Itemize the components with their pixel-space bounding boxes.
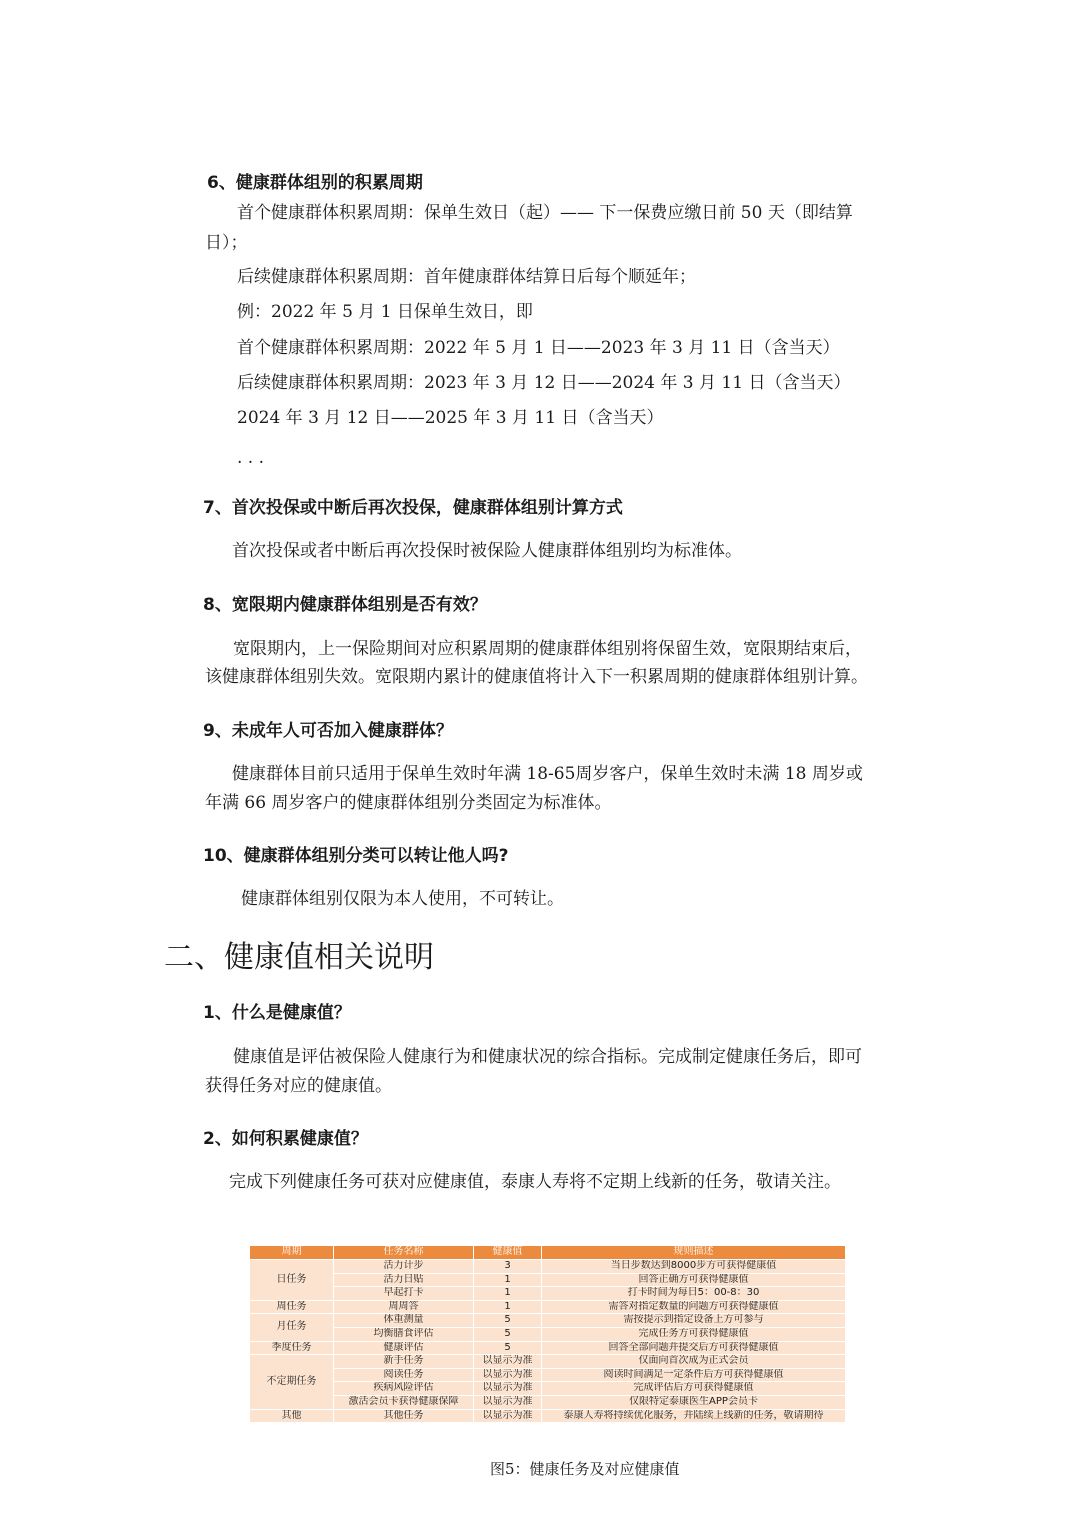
rule-cell: 打卡时间为每日5：00-8：30: [542, 1287, 846, 1301]
table-row: [250, 1409, 846, 1423]
section-6-heading: 6、健康群体组别的积累周期: [207, 173, 423, 193]
table-row: [250, 1382, 846, 1396]
period-cell: 周任务: [250, 1300, 334, 1314]
health-value-cell: 以显示为准: [474, 1355, 542, 1369]
task-name-cell: 体重测量: [334, 1314, 474, 1328]
section-6-line: 首个健康群体积累周期：保单生效日（起）—— 下一保费应缴日前 50 天（即结算: [237, 203, 853, 223]
table-body: [250, 1260, 846, 1423]
table-row: [250, 1395, 846, 1409]
health-value-cell: 1: [474, 1273, 542, 1287]
table-row: [250, 1314, 846, 1328]
section-6-line: 日）；: [205, 233, 248, 253]
health-value-cell: 5: [474, 1327, 542, 1341]
section-7-line: 首次投保或者中断后再次投保时被保险人健康群体组别均为标准体。: [232, 541, 742, 561]
header-period: 周期: [250, 1246, 334, 1260]
task-name-cell: 早起打卡: [334, 1287, 474, 1301]
rule-cell: 当日步数达到8000步方可获得健康值: [542, 1260, 846, 1274]
section-9-heading: 9、未成年人可否加入健康群体？: [203, 721, 453, 741]
table-header-row: [250, 1246, 846, 1260]
chapter-2-section-2-heading: 2、如何积累健康值？: [203, 1129, 368, 1149]
table-row: [250, 1355, 846, 1369]
rule-cell: 回答正确方可获得健康值: [542, 1273, 846, 1287]
health-value-cell: 1: [474, 1287, 542, 1301]
section-8-line: 宽限期内，上一保险期间对应积累周期的健康群体组别将保留生效，宽限期结束后，: [233, 639, 862, 659]
period-cell: 季度任务: [250, 1341, 334, 1355]
rule-cell: 需按提示到指定设备上方可参与: [542, 1314, 846, 1328]
health-value-cell: 以显示为准: [474, 1368, 542, 1382]
header-task-name: 任务名称: [334, 1246, 474, 1260]
section-6-line: 首个健康群体积累周期：2022 年 5 月 1 日——2023 年 3 月 11 日（含当天）: [237, 338, 840, 358]
task-name-cell: 均衡膳食评估: [334, 1327, 474, 1341]
health-value-cell: 1: [474, 1300, 542, 1314]
task-name-cell: 疾病风险评估: [334, 1382, 474, 1396]
health-task-table: [249, 1245, 846, 1423]
section-6-ellipsis: . . .: [237, 448, 265, 468]
table-row: [250, 1273, 846, 1287]
header-health-value: 健康值: [474, 1246, 542, 1260]
section-7-heading: 7、首次投保或中断后再次投保，健康群体组别计算方式: [203, 498, 623, 518]
section-8-heading: 8、宽限期内健康群体组别是否有效？: [203, 595, 487, 615]
section-9-line: 年满 66 周岁客户的健康群体组别分类固定为标准体。: [205, 793, 612, 813]
task-name-cell: 活力日贴: [334, 1273, 474, 1287]
figure-caption: 图5：健康任务及对应健康值: [490, 1460, 680, 1478]
health-value-cell: 以显示为准: [474, 1382, 542, 1396]
rule-cell: 回答全部问题并提交后方可获得健康值: [542, 1341, 846, 1355]
section-6-line: 后续健康群体积累周期：首年健康群体结算日后每个顺延年；: [237, 267, 696, 287]
health-value-cell: 以显示为准: [474, 1395, 542, 1409]
chapter-2-title: 二、健康值相关说明: [164, 940, 434, 975]
chapter-2-section-1-line: 获得任务对应的健康值。: [205, 1076, 392, 1096]
health-value-cell: 以显示为准: [474, 1409, 542, 1423]
table-row: [250, 1327, 846, 1341]
rule-cell: 需答对指定数量的问题方可获得健康值: [542, 1300, 846, 1314]
period-cell: 其他: [250, 1409, 334, 1423]
section-10-line: 健康群体组别仅限为本人使用，不可转让。: [241, 889, 564, 909]
rule-cell: 仅面向首次成为正式会员: [542, 1355, 846, 1369]
task-name-cell: 阅读任务: [334, 1368, 474, 1382]
table-row: [250, 1300, 846, 1314]
period-cell: 不定期任务: [250, 1355, 334, 1409]
task-name-cell: 活力计步: [334, 1260, 474, 1274]
chapter-2-section-1-heading: 1、什么是健康值？: [203, 1003, 351, 1023]
task-name-cell: 健康评估: [334, 1341, 474, 1355]
task-name-cell: 新手任务: [334, 1355, 474, 1369]
section-9-line: 健康群体目前只适用于保单生效时年满 18-65周岁客户，保单生效时未满 18 周岁或: [232, 764, 863, 784]
table-row: [250, 1341, 846, 1355]
table-row: [250, 1287, 846, 1301]
section-6-line: 2024 年 3 月 12 日——2025 年 3 月 11 日（含当天）: [237, 408, 664, 428]
header-rule: 规则描述: [542, 1246, 846, 1260]
health-value-cell: 3: [474, 1260, 542, 1274]
table-row: [250, 1260, 846, 1274]
chapter-2-section-2-line: 完成下列健康任务可获对应健康值，泰康人寿将不定期上线新的任务，敬请关注。: [229, 1172, 841, 1192]
task-name-cell: 激活会员卡获得健康保障: [334, 1395, 474, 1409]
task-name-cell: 周周答: [334, 1300, 474, 1314]
table-row: [250, 1368, 846, 1382]
health-value-cell: 5: [474, 1314, 542, 1328]
rule-cell: 阅读时间满足一定条件后方可获得健康值: [542, 1368, 846, 1382]
chapter-2-section-1-line: 健康值是评估被保险人健康行为和健康状况的综合指标。完成制定健康任务后，即可: [233, 1047, 862, 1067]
section-6-line: 后续健康群体积累周期：2023 年 3 月 12 日——2024 年 3 月 11 日（含当天）: [237, 373, 851, 393]
task-name-cell: 其他任务: [334, 1409, 474, 1423]
rule-cell: 完成评估后方可获得健康值: [542, 1382, 846, 1396]
section-8-line: 该健康群体组别失效。宽限期内累计的健康值将计入下一积累周期的健康群体组别计算。: [205, 667, 868, 687]
period-cell: 日任务: [250, 1260, 334, 1301]
health-value-cell: 5: [474, 1341, 542, 1355]
rule-cell: 仅限特定泰康医生APP会员卡: [542, 1395, 846, 1409]
rule-cell: 完成任务方可获得健康值: [542, 1327, 846, 1341]
section-10-heading: 10、健康群体组别分类可以转让他人吗?: [203, 846, 509, 866]
section-6-line: 例：2022 年 5 月 1 日保单生效日，即: [237, 302, 533, 322]
period-cell: 月任务: [250, 1314, 334, 1341]
rule-cell: 泰康人寿将持续优化服务，并陆续上线新的任务，敬请期待: [542, 1409, 846, 1423]
